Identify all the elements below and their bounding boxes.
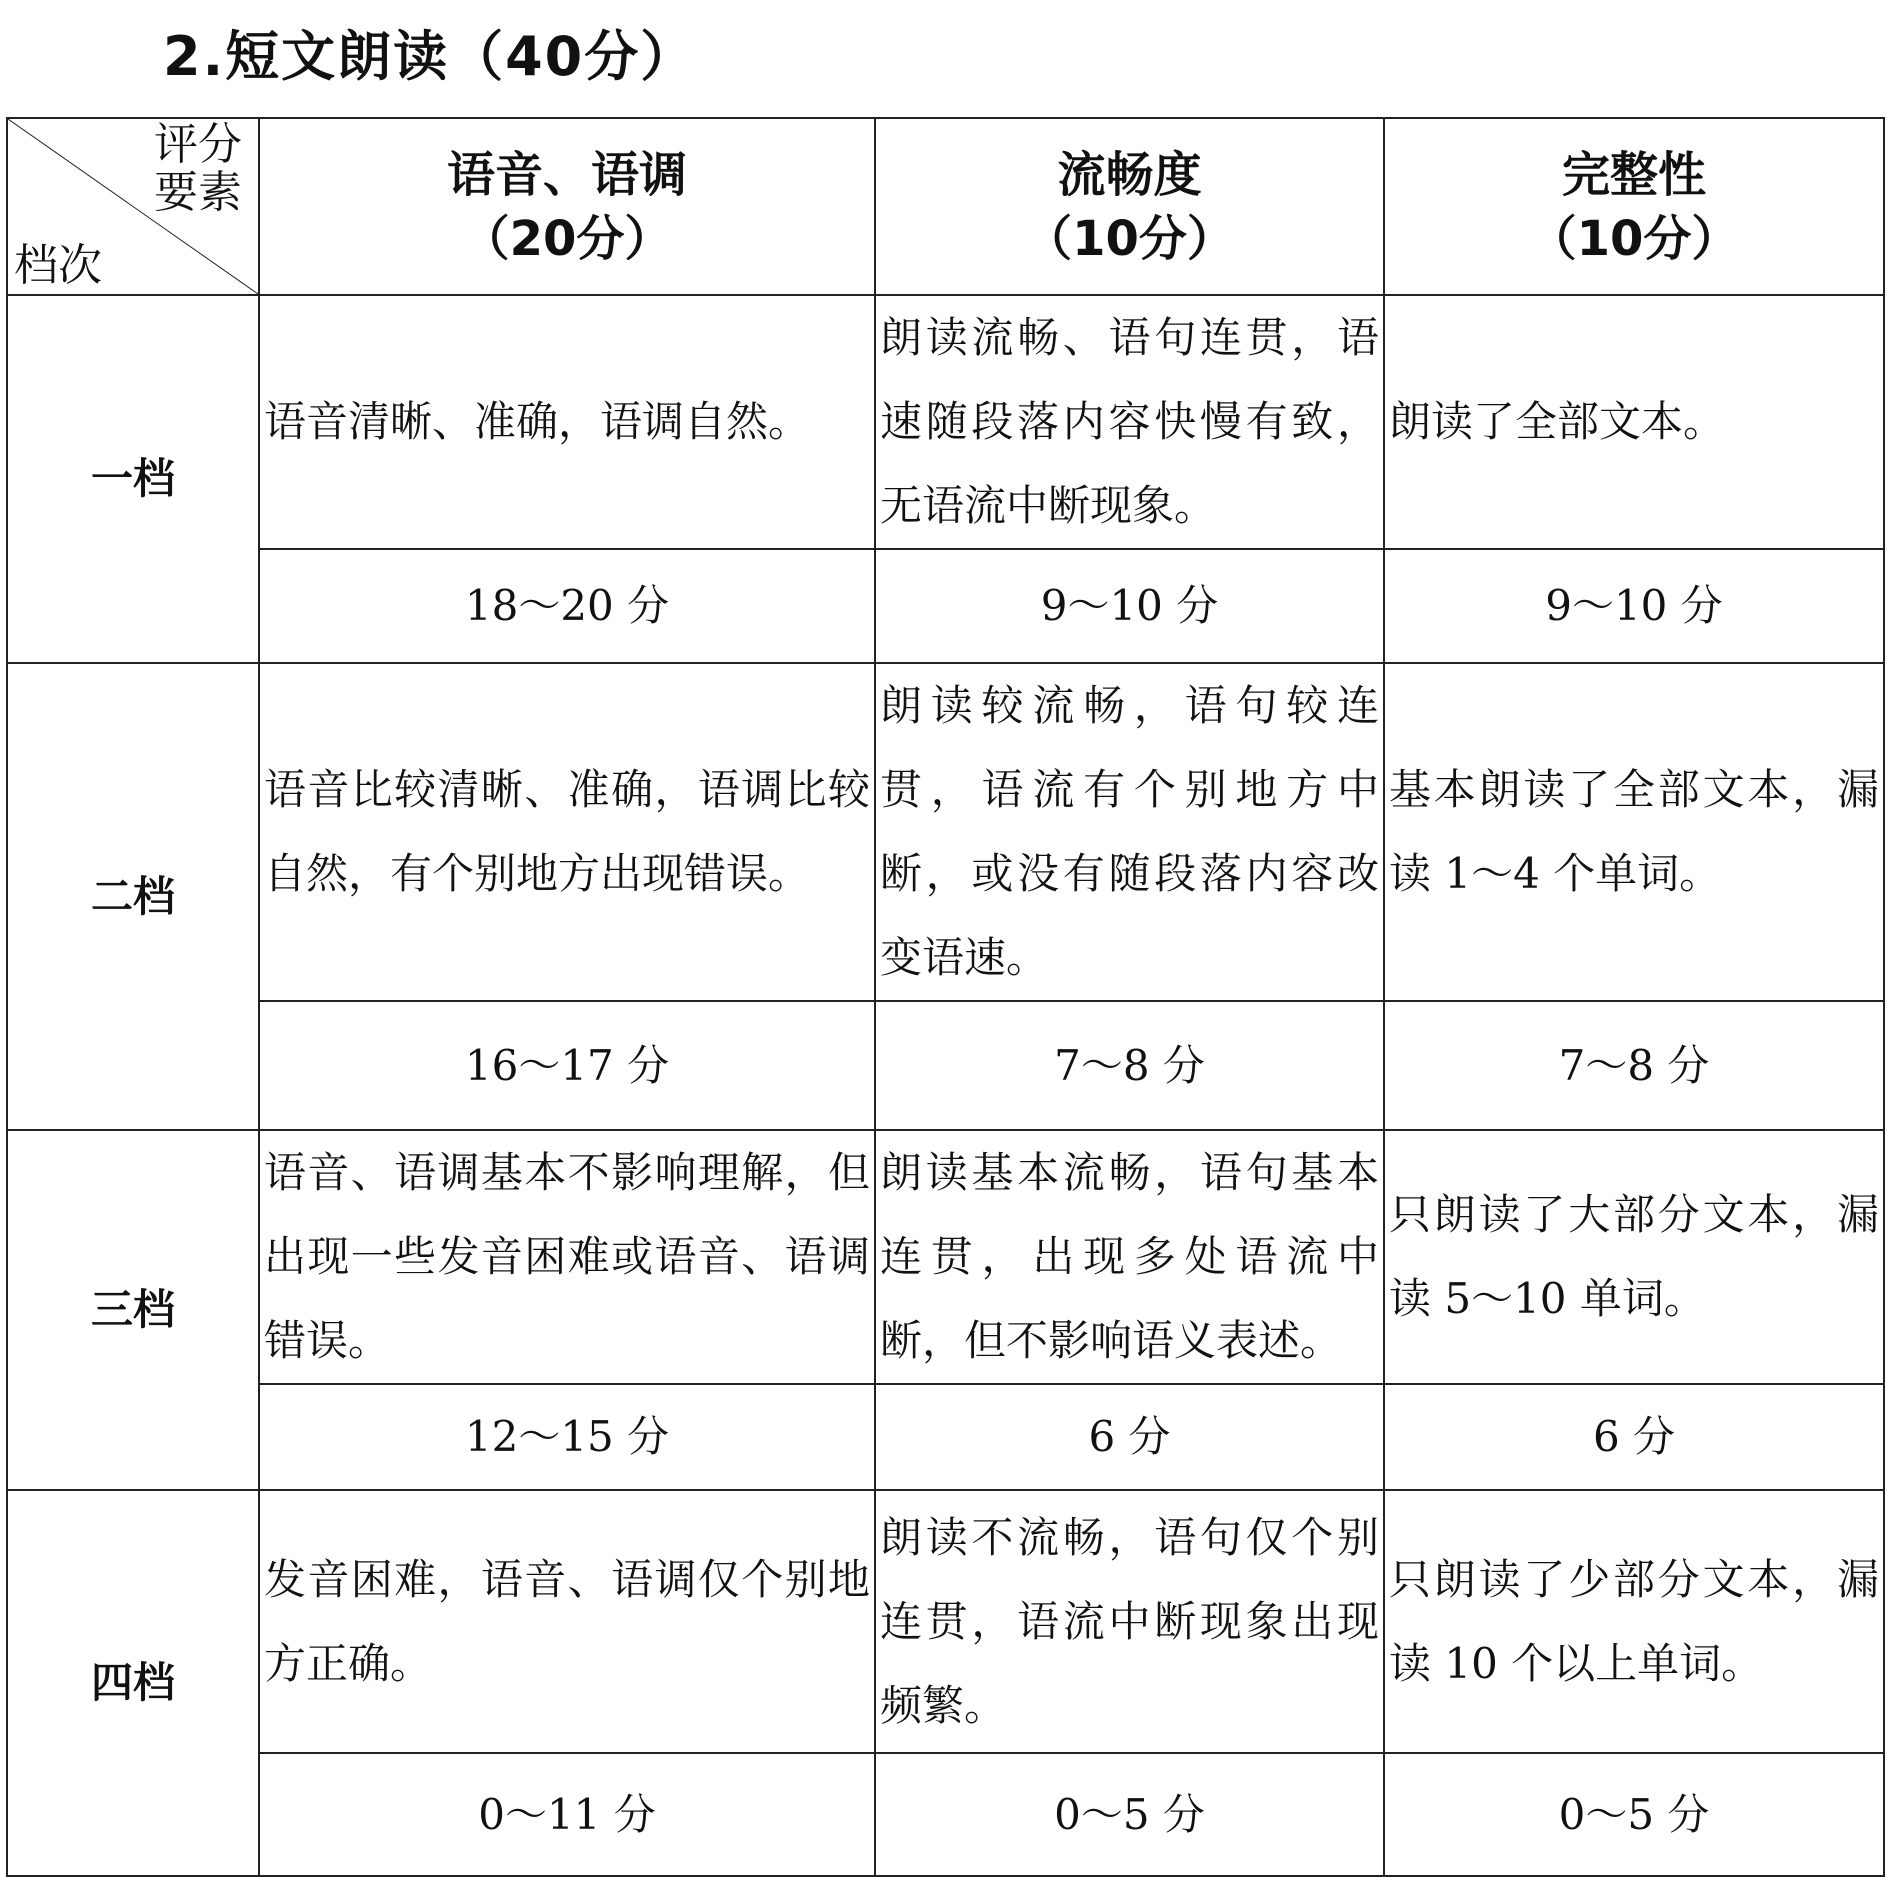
score-cell: 0～5 分 (1384, 1753, 1884, 1876)
score-cell: 18～20 分 (259, 549, 875, 663)
score-cell: 7～8 分 (1384, 1001, 1884, 1130)
level-label: 四档 (7, 1490, 259, 1876)
score-row (7, 1384, 1884, 1490)
desc-cell: 基本朗读了全部文本，漏读 1～4 个单词。 (1384, 663, 1884, 1001)
header-points: （20分） (461, 210, 673, 267)
header-pronunciation (259, 118, 875, 295)
table-row (7, 1490, 1884, 1753)
score-cell: 9～10 分 (875, 549, 1384, 663)
section-title: 2.短文朗读（40分） (163, 25, 697, 88)
desc-cell: 只朗读了大部分文本，漏读 5～10 单词。 (1384, 1130, 1884, 1384)
desc-cell: 朗读较流畅，语句较连贯，语流有个别地方中断，或没有随段落内容改变语速。 (875, 663, 1384, 1001)
score-cell: 7～8 分 (875, 1001, 1384, 1130)
level-label: 二档 (7, 663, 259, 1130)
header-row (7, 118, 1884, 295)
score-row (7, 1753, 1884, 1876)
score-row (7, 549, 1884, 663)
score-cell: 12～15 分 (259, 1384, 875, 1490)
header-points: （10分） (1024, 210, 1235, 267)
corner-criteria-label: 评分要素 (154, 119, 242, 218)
desc-cell: 朗读基本流畅，语句基本连贯，出现多处语流中断，但不影响语义表述。 (875, 1130, 1384, 1384)
desc-cell: 朗读流畅、语句连贯，语速随段落内容快慢有致，无语流中断现象。 (875, 295, 1384, 549)
corner-level-label: 档次 (14, 240, 102, 291)
scoring-table (6, 117, 1885, 1877)
desc-cell: 语音清晰、准确，语调自然。 (259, 295, 875, 549)
header-name: 语音、语调 (446, 146, 687, 203)
score-cell: 0～5 分 (875, 1753, 1384, 1876)
table-row (7, 663, 1884, 1001)
score-cell: 0～11 分 (259, 1753, 875, 1876)
desc-cell: 只朗读了少部分文本，漏读 10 个以上单词。 (1384, 1490, 1884, 1753)
header-points: （10分） (1528, 210, 1740, 267)
header-completeness (1384, 118, 1884, 295)
table-row (7, 295, 1884, 549)
level-label: 一档 (7, 295, 259, 663)
table-row (7, 1130, 1884, 1384)
score-cell: 6 分 (875, 1384, 1384, 1490)
header-fluency (875, 118, 1384, 295)
score-cell: 9～10 分 (1384, 549, 1884, 663)
level-label: 三档 (7, 1130, 259, 1490)
header-name: 完整性 (1561, 146, 1706, 203)
desc-cell: 语音比较清晰、准确，语调比较自然，有个别地方出现错误。 (259, 663, 875, 1001)
score-cell: 16～17 分 (259, 1001, 875, 1130)
header-name: 流畅度 (1057, 146, 1202, 203)
desc-cell: 朗读不流畅，语句仅个别连贯，语流中断现象出现频繁。 (875, 1490, 1384, 1753)
score-cell: 6 分 (1384, 1384, 1884, 1490)
desc-cell: 朗读了全部文本。 (1384, 295, 1884, 549)
desc-cell: 发音困难，语音、语调仅个别地方正确。 (259, 1490, 875, 1753)
corner-cell (7, 118, 259, 295)
desc-cell: 语音、语调基本不影响理解，但出现一些发音困难或语音、语调错误。 (259, 1130, 875, 1384)
score-row (7, 1001, 1884, 1130)
